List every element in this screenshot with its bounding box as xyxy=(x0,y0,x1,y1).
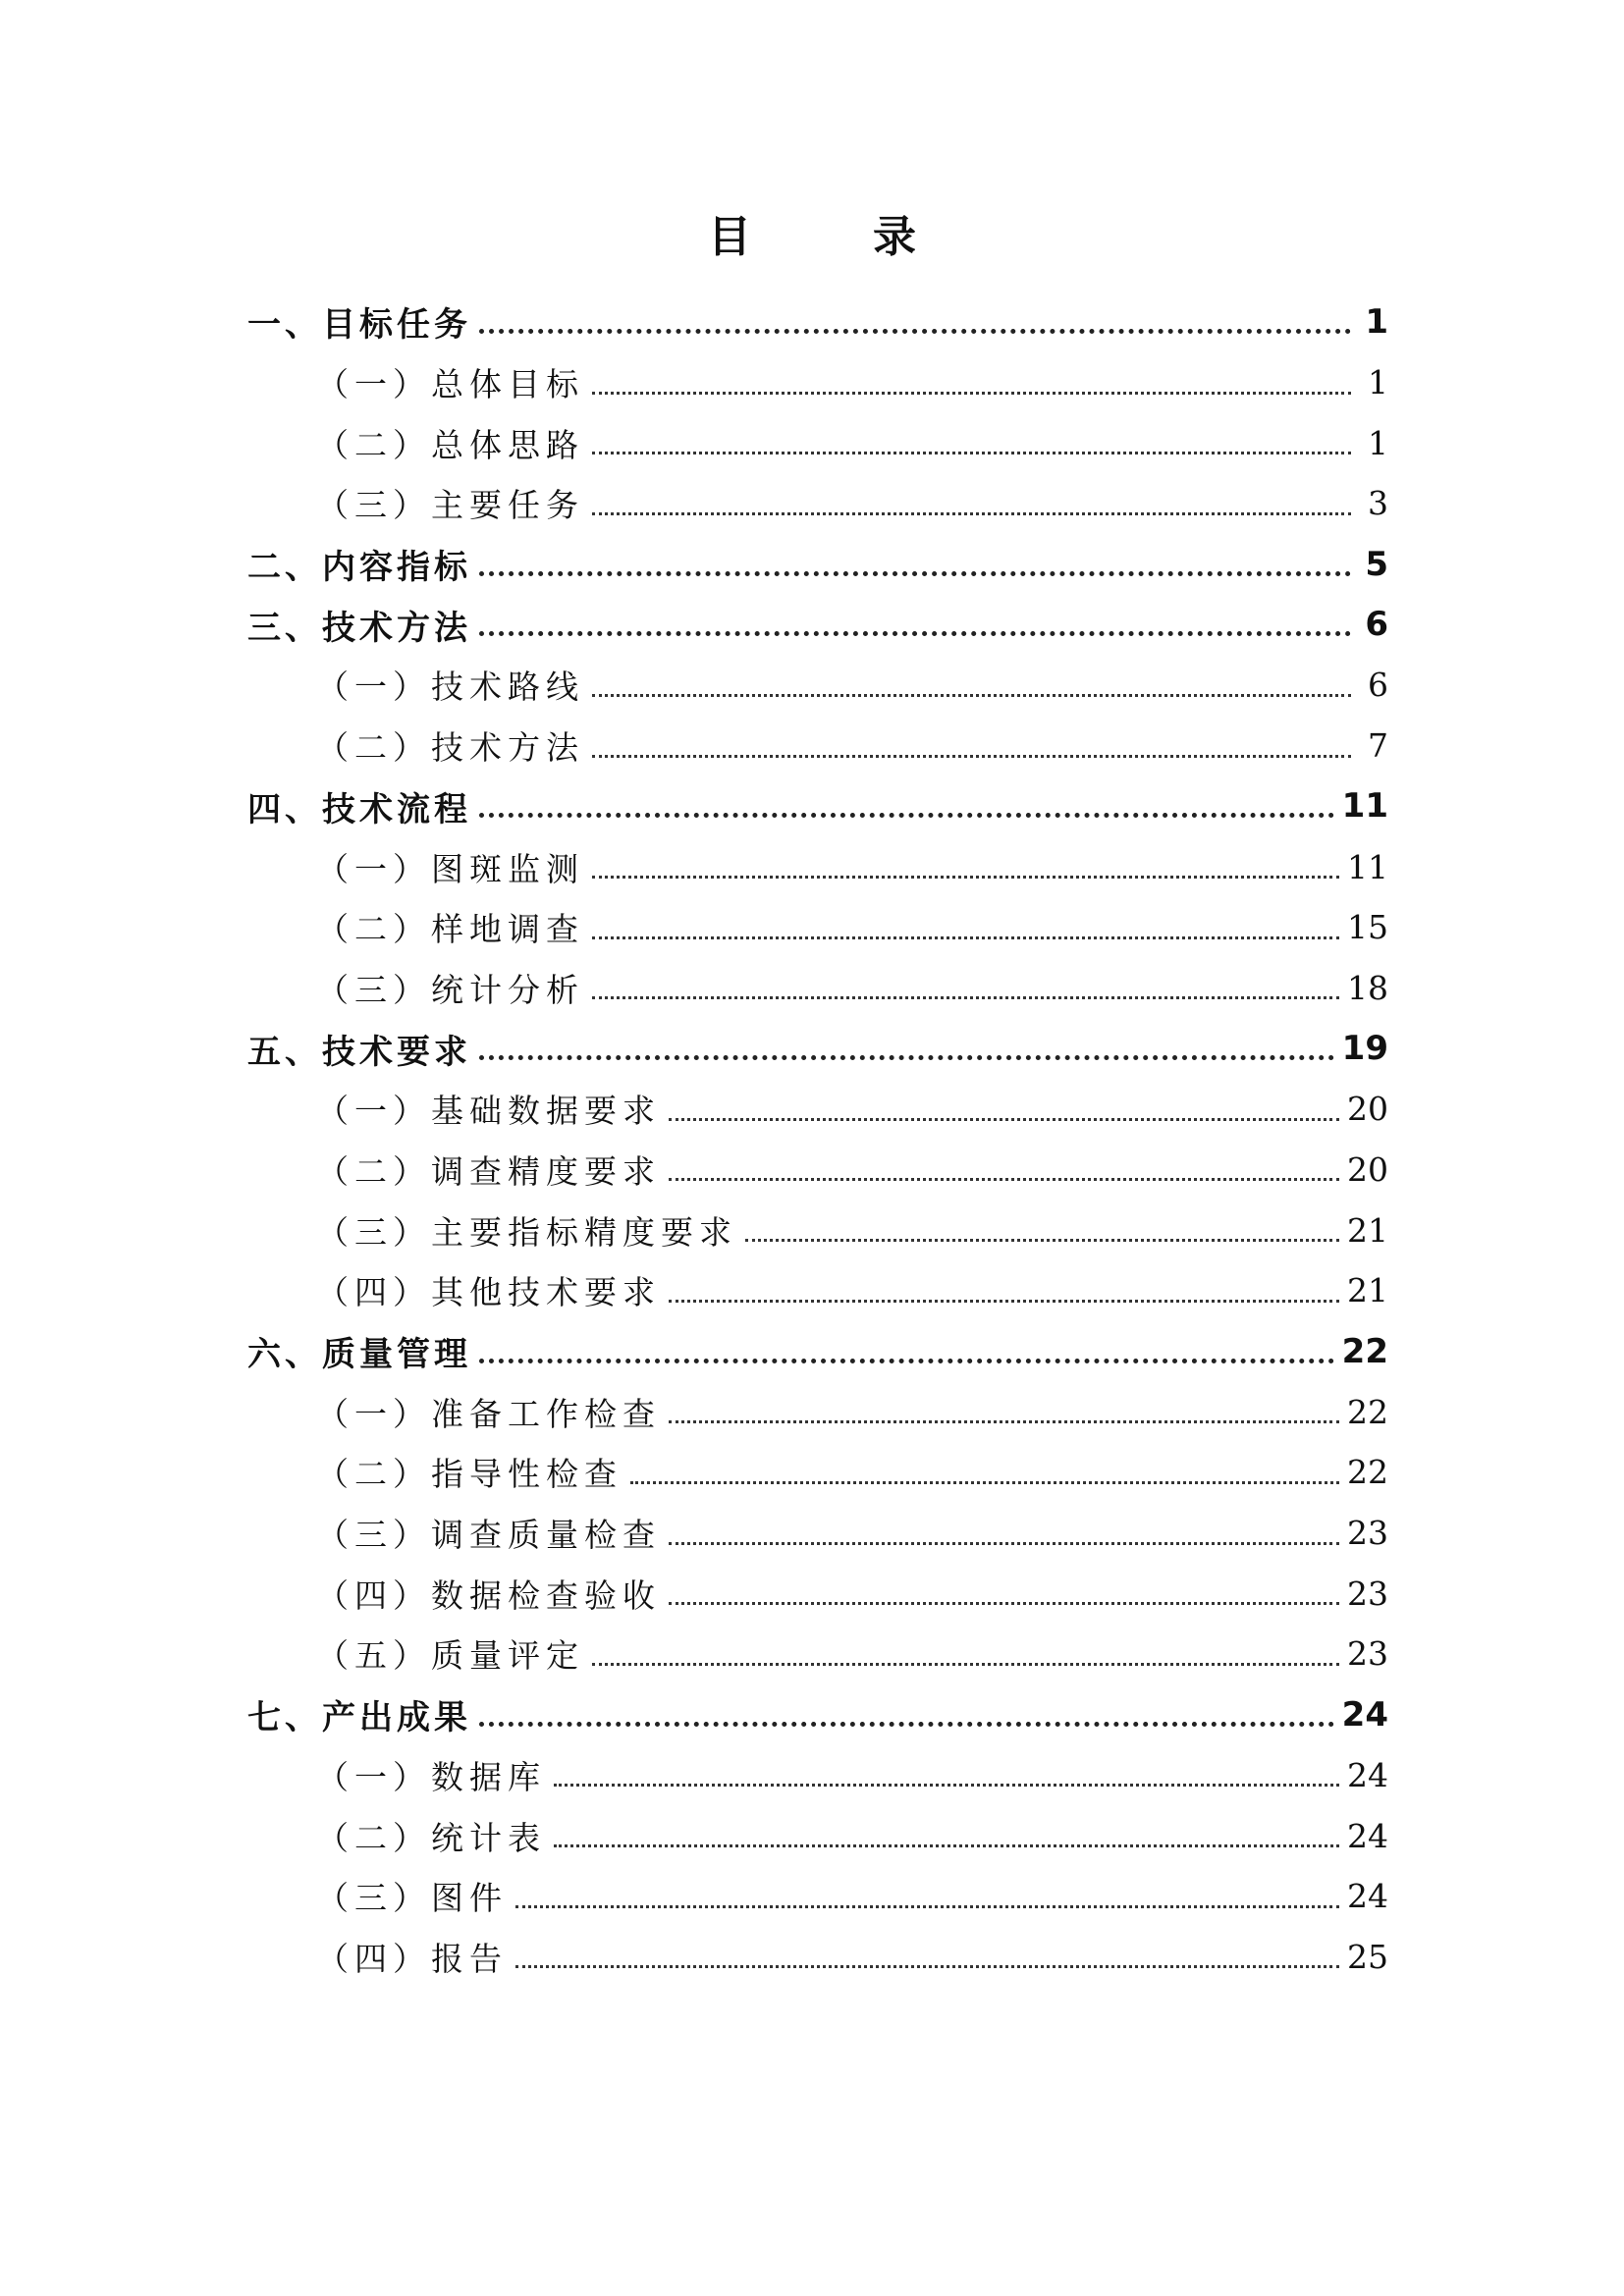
table-of-contents xyxy=(247,292,1388,1987)
toc-entry-label: （四）数据检查验收 xyxy=(316,1575,661,1615)
toc-dot-leader xyxy=(479,302,1351,342)
toc-entry-label: 五、技术要求 xyxy=(247,1032,471,1072)
toc-page-number: 6 xyxy=(1368,666,1388,705)
toc-chapter-entry[interactable] xyxy=(247,1018,1388,1079)
toc-section-entry[interactable] xyxy=(247,1140,1388,1201)
page-title: 目 录 xyxy=(708,212,955,262)
toc-dot-leader xyxy=(592,484,1351,523)
toc-entry-label: 一、目标任务 xyxy=(247,305,471,346)
toc-dot-leader xyxy=(745,1210,1339,1250)
toc-chapter-entry[interactable] xyxy=(247,594,1388,655)
toc-entry-label: 二、内容指标 xyxy=(247,548,471,588)
toc-entry-label: 四、技术流程 xyxy=(247,789,471,829)
toc-entry-label: 六、质量管理 xyxy=(247,1335,471,1375)
toc-dot-leader xyxy=(669,1149,1339,1189)
toc-section-entry[interactable] xyxy=(247,836,1388,897)
toc-entry-label: （一）数据库 xyxy=(316,1757,546,1796)
toc-dot-leader xyxy=(592,363,1351,402)
toc-section-entry[interactable] xyxy=(247,655,1388,716)
toc-dot-leader xyxy=(592,666,1351,705)
toc-dot-leader xyxy=(554,1755,1339,1794)
toc-page-number: 1 xyxy=(1368,423,1388,462)
toc-chapter-entry[interactable] xyxy=(247,1684,1388,1745)
toc-dot-leader xyxy=(592,968,1339,1007)
toc-page-number: 24 xyxy=(1347,1755,1388,1794)
toc-section-entry[interactable] xyxy=(247,473,1388,534)
toc-entry-label: （一）图斑监测 xyxy=(316,849,584,888)
toc-section-entry[interactable] xyxy=(247,1442,1388,1503)
toc-page-number: 18 xyxy=(1347,968,1388,1007)
toc-page-number: 21 xyxy=(1347,1271,1388,1310)
toc-entry-label: （三）主要任务 xyxy=(316,486,584,525)
toc-page-number: 1 xyxy=(1368,363,1388,402)
toc-dot-leader xyxy=(479,786,1334,826)
toc-dot-leader xyxy=(479,545,1351,584)
toc-page-number: 22 xyxy=(1347,1392,1388,1431)
toc-page-number: 24 xyxy=(1341,1694,1388,1735)
toc-section-entry[interactable] xyxy=(247,716,1388,776)
toc-page-number: 22 xyxy=(1341,1331,1388,1371)
toc-chapter-entry[interactable] xyxy=(247,292,1388,352)
toc-dot-leader xyxy=(592,847,1339,886)
toc-dot-leader xyxy=(592,1634,1339,1674)
toc-dot-leader xyxy=(515,1937,1339,1976)
toc-page-number: 19 xyxy=(1341,1029,1388,1069)
toc-dot-leader xyxy=(592,908,1339,947)
toc-section-entry[interactable] xyxy=(247,1563,1388,1624)
toc-page-number: 20 xyxy=(1347,1090,1388,1129)
toc-page-number: 6 xyxy=(1365,605,1388,645)
toc-page-number: 7 xyxy=(1368,726,1388,766)
toc-entry-label: （二）指导性检查 xyxy=(316,1455,623,1494)
toc-chapter-entry[interactable] xyxy=(247,1321,1388,1382)
toc-entry-label: 三、技术方法 xyxy=(247,608,471,648)
toc-page-number: 11 xyxy=(1341,786,1388,827)
toc-section-entry[interactable] xyxy=(247,1503,1388,1564)
toc-entry-label: （一）技术路线 xyxy=(316,667,584,707)
toc-section-entry[interactable] xyxy=(247,958,1388,1019)
toc-entry-label: （一）基础数据要求 xyxy=(316,1092,661,1131)
toc-page-number: 25 xyxy=(1347,1937,1388,1976)
toc-chapter-entry[interactable] xyxy=(247,534,1388,595)
toc-page-number: 1 xyxy=(1365,301,1388,342)
toc-section-entry[interactable] xyxy=(247,1381,1388,1442)
toc-dot-leader xyxy=(669,1392,1339,1431)
toc-page-number: 3 xyxy=(1368,484,1388,523)
toc-dot-leader xyxy=(630,1453,1339,1492)
toc-page-number: 23 xyxy=(1347,1634,1388,1674)
toc-page-number: 23 xyxy=(1347,1514,1388,1553)
toc-dot-leader xyxy=(669,1514,1339,1553)
toc-section-entry[interactable] xyxy=(247,1866,1388,1927)
toc-page-number: 20 xyxy=(1347,1149,1388,1189)
toc-dot-leader xyxy=(669,1271,1339,1310)
toc-entry-label: （三）调查质量检查 xyxy=(316,1516,661,1555)
toc-dot-leader xyxy=(479,1332,1334,1371)
toc-dot-leader xyxy=(592,726,1351,766)
toc-section-entry[interactable] xyxy=(247,1805,1388,1866)
toc-section-entry[interactable] xyxy=(247,1079,1388,1140)
toc-dot-leader xyxy=(515,1877,1339,1916)
toc-page-number: 22 xyxy=(1347,1453,1388,1492)
toc-dot-leader xyxy=(592,423,1351,462)
toc-entry-label: （一）准备工作检查 xyxy=(316,1394,661,1433)
toc-dot-leader xyxy=(479,1695,1334,1735)
toc-page-number: 11 xyxy=(1347,847,1388,886)
toc-section-entry[interactable] xyxy=(247,412,1388,473)
toc-page-number: 24 xyxy=(1347,1816,1388,1855)
toc-section-entry[interactable] xyxy=(247,1927,1388,1988)
toc-section-entry[interactable] xyxy=(247,1260,1388,1321)
toc-page-number: 5 xyxy=(1365,544,1388,584)
toc-entry-label: （二）调查精度要求 xyxy=(316,1151,661,1191)
toc-entry-label: （二）样地调查 xyxy=(316,910,584,949)
toc-entry-label: （二）统计表 xyxy=(316,1818,546,1857)
toc-dot-leader xyxy=(669,1574,1339,1613)
toc-entry-label: 七、产出成果 xyxy=(247,1698,471,1738)
toc-entry-label: （一）总体目标 xyxy=(316,365,584,404)
toc-dot-leader xyxy=(554,1816,1339,1855)
toc-page-number: 21 xyxy=(1347,1210,1388,1250)
toc-entry-label: （二）技术方法 xyxy=(316,728,584,768)
toc-entry-label: （三）统计分析 xyxy=(316,970,584,1009)
toc-dot-leader xyxy=(479,605,1351,644)
toc-dot-leader xyxy=(669,1090,1339,1129)
toc-entry-label: （四）报告 xyxy=(316,1939,508,1978)
toc-entry-label: （四）其他技术要求 xyxy=(316,1273,661,1312)
toc-entry-label: （三）图件 xyxy=(316,1879,508,1918)
toc-section-entry[interactable] xyxy=(247,1200,1388,1260)
toc-page-number: 23 xyxy=(1347,1574,1388,1613)
toc-section-entry[interactable] xyxy=(247,1624,1388,1684)
toc-dot-leader xyxy=(479,1029,1334,1068)
toc-section-entry[interactable] xyxy=(247,352,1388,413)
toc-entry-label: （二）总体思路 xyxy=(316,425,584,464)
toc-page-number: 15 xyxy=(1347,908,1388,947)
toc-section-entry[interactable] xyxy=(247,1745,1388,1806)
toc-page-number: 24 xyxy=(1347,1877,1388,1916)
toc-section-entry[interactable] xyxy=(247,897,1388,958)
toc-entry-label: （五）质量评定 xyxy=(316,1636,584,1676)
toc-entry-label: （三）主要指标精度要求 xyxy=(316,1212,737,1252)
toc-chapter-entry[interactable] xyxy=(247,776,1388,837)
